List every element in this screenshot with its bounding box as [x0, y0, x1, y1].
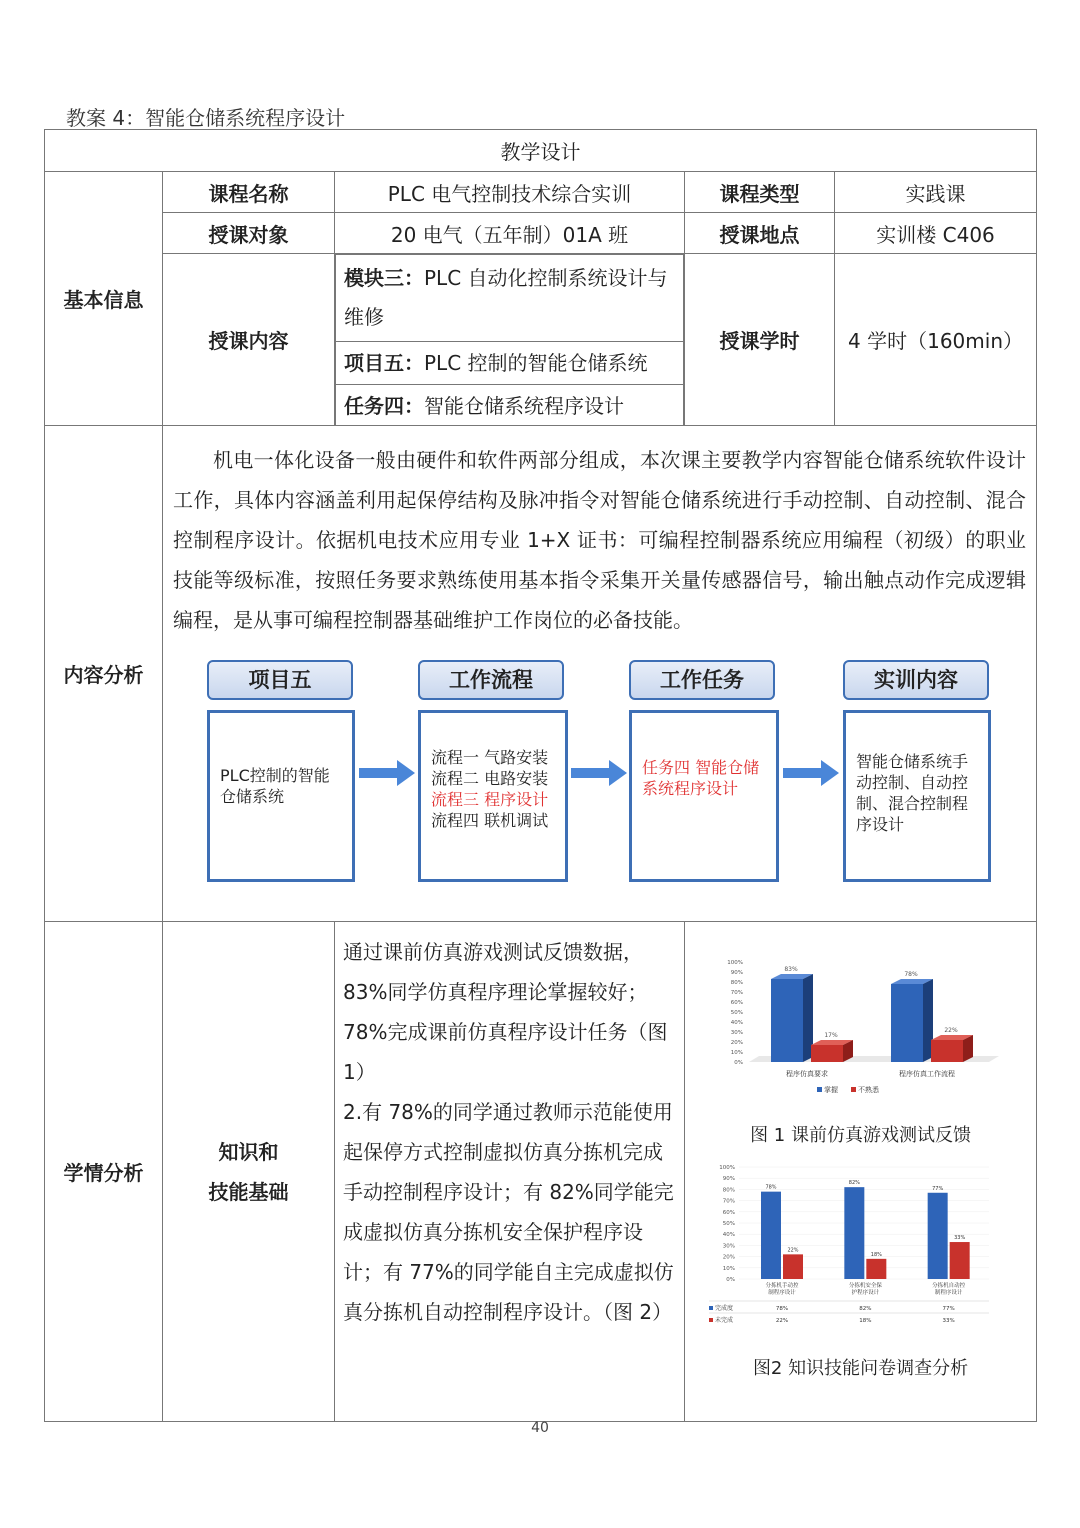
flow-header-training: 实训内容 [843, 660, 989, 700]
chart-2 [699, 1159, 999, 1329]
x-tick-label: 程序仿真工作流程 [899, 1070, 955, 1078]
project-text: PLC 控制的智能仓储系统 [424, 351, 648, 375]
place-label: 授课地点 [685, 213, 835, 254]
data-label: 78% [904, 971, 918, 978]
y-tick-label: 100% [719, 1165, 735, 1171]
table-value: 22% [775, 1318, 789, 1324]
data-label: 33% [954, 1235, 966, 1242]
bar [783, 1254, 803, 1279]
y-tick-label: 10% [730, 1050, 743, 1056]
data-label: 18% [870, 1251, 882, 1258]
place-value: 实训楼 C406 [835, 213, 1037, 254]
project-prefix: 项目五： [344, 351, 424, 375]
y-tick-label: 50% [722, 1221, 735, 1227]
flow-arrow-1-icon [359, 760, 415, 786]
table-title: 教学设计 [45, 130, 1037, 172]
figure-2 [699, 1159, 1022, 1380]
legend-swatch [709, 1318, 713, 1322]
y-tick-label: 80% [730, 980, 743, 986]
bar [844, 1187, 864, 1279]
x-tick-label: 分拣机手动控 [765, 1283, 799, 1289]
figure-2-caption: 图2 知识技能问卷调查分析 [752, 1358, 969, 1379]
legend-label: 掌握 [824, 1086, 838, 1094]
bar [931, 1040, 963, 1062]
course-type-value: 实践课 [835, 172, 1037, 213]
legend-swatch [709, 1306, 713, 1310]
table-value: 18% [859, 1318, 872, 1324]
flow-arrow-3-icon [783, 760, 839, 786]
x-tick-label: 程序仿真要求 [786, 1070, 828, 1078]
y-tick-label: 30% [722, 1243, 735, 1250]
y-tick-label: 40% [730, 1020, 743, 1026]
target-label: 授课对象 [163, 213, 335, 254]
y-tick-label: 60% [722, 1209, 735, 1216]
flow-header-project: 项目五 [207, 660, 353, 700]
course-name-label: 课程名称 [163, 172, 335, 213]
y-tick-label: 0% [726, 1277, 735, 1283]
y-tick-label: 90% [730, 970, 743, 976]
bar [950, 1242, 970, 1279]
data-label: 82% [848, 1180, 860, 1187]
chart-1 [699, 952, 999, 1112]
module-prefix: 模块三： [344, 266, 424, 290]
hours-value: 4 学时（160min） [835, 254, 1037, 426]
bar [928, 1193, 948, 1279]
y-tick-label: 100% [727, 960, 743, 966]
flow-header-process: 工作流程 [418, 660, 564, 700]
x-tick-label: 护程序设计 [851, 1290, 880, 1296]
content-analysis-text: 机电一体化设备一般由硬件和软件两部分组成，本次课主要教学内容智能仓储系统软件设计工作，具体内容涵盖利用起保停结构及脉冲指令对智能仓储系统进行手动控制、自动控制、混合控制程序设计。依据机电技术应用专业 1+X 证书：可编程控制器系统应用编程（初级）的职业技能等级标准，按照任务要求熟练使用基本指令采集开关量传感器信号，输出触点动作完成逻辑编程，是从事可编程控制器基础维护工作岗位的必备技能。 [173, 448, 1027, 632]
x-tick-label: 制程序设计 [934, 1290, 963, 1296]
knowledge-skill-label [163, 922, 335, 1422]
task-text: 智能仓储系统程序设计 [424, 394, 624, 418]
y-tick-label: 40% [722, 1232, 735, 1239]
y-tick-label: 50% [730, 1010, 743, 1016]
learning-analysis-text: 通过课前仿真游戏测试反馈数据，83%同学仿真程序理论掌握较好；78%完成课前仿真程序设计任务（图 1） 2.有 78%的同学通过教师示范能使用起保停方式控制虚拟仿真分拣机完成手动控制程序设计；有 82%同学能完成虚拟仿真分拣机安全保护程序设计；有 77%的同学能自主完成虚拟仿真分拣机自动控制程序设计。（图 2） [335, 922, 685, 1422]
content-label: 授课内容 [163, 254, 335, 426]
table-value: 82% [859, 1306, 872, 1312]
course-name-value: PLC 电气控制技术综合实训 [335, 172, 685, 213]
x-tick-label: 分拣机自动控 [932, 1283, 966, 1289]
legend-label: 完成度 [715, 1305, 734, 1312]
x-tick-label: 制程序设计 [768, 1290, 796, 1296]
flow-box-training: 智能仓储系统手动控制、自动控制、混合控制程序设计 [843, 710, 991, 882]
bar [761, 1192, 781, 1279]
page-number: 40 [531, 1420, 549, 1436]
knowledge-label-line1: 知识和 [218, 1139, 279, 1164]
course-type-label: 课程类型 [685, 172, 835, 213]
y-tick-label: 0% [734, 1060, 743, 1066]
table-value: 78% [775, 1306, 789, 1312]
y-tick-label: 30% [730, 1030, 743, 1036]
process-step-4: 流程四 联机调试 [431, 811, 549, 830]
y-tick-label: 10% [722, 1265, 735, 1272]
y-tick-label: 20% [722, 1254, 735, 1261]
data-label: 78% [765, 1184, 777, 1191]
data-label: 17% [824, 1032, 838, 1039]
basic-info-label: 基本信息 [45, 172, 163, 426]
y-tick-label: 70% [722, 1198, 735, 1205]
process-step-2: 流程二 电路安装 [431, 769, 549, 788]
module-text: PLC 自动化控制系统设计与维修 [344, 266, 668, 329]
content-value [335, 254, 685, 426]
x-tick-label: 分拣机安全保 [848, 1283, 882, 1289]
y-tick-label: 80% [722, 1187, 735, 1194]
content-analysis-label: 内容分析 [45, 426, 163, 922]
y-tick-label: 90% [722, 1176, 735, 1183]
figure-1-caption: 图 1 课前仿真游戏测试反馈 [750, 1125, 971, 1146]
bar [771, 979, 803, 1062]
flow-header-task: 工作任务 [629, 660, 775, 700]
legend-swatch [851, 1087, 856, 1092]
flow-arrow-2-icon [571, 760, 627, 786]
bar [866, 1259, 886, 1279]
content-analysis-cell [163, 426, 1037, 922]
data-label: 77% [932, 1185, 944, 1192]
bar [891, 984, 923, 1062]
legend-swatch [817, 1087, 822, 1092]
y-tick-label: 20% [730, 1040, 743, 1046]
table-value: 33% [942, 1318, 955, 1324]
workflow-diagram [163, 650, 1036, 910]
table-value: 77% [942, 1306, 955, 1312]
legend-label: 未完成 [715, 1317, 734, 1324]
process-step-1: 流程一 气路安装 [431, 748, 549, 767]
data-label: 22% [944, 1027, 958, 1034]
task-prefix: 任务四： [344, 394, 424, 418]
flow-box-task: 任务四 智能仓储系统程序设计 [629, 710, 779, 882]
charts-cell [685, 922, 1037, 1422]
legend-label: 不熟悉 [858, 1086, 879, 1094]
hours-label: 授课学时 [685, 254, 835, 426]
document-header: 教案 4：智能仓储系统程序设计 [66, 106, 346, 130]
knowledge-label-line2: 技能基础 [208, 1179, 289, 1204]
data-label: 22% [787, 1247, 799, 1254]
bar [811, 1045, 843, 1062]
flow-box-process [418, 710, 568, 882]
learning-analysis-label: 学情分析 [45, 922, 163, 1422]
y-tick-label: 60% [730, 1000, 743, 1006]
target-value: 20 电气（五年制）01A 班 [335, 213, 685, 254]
figure-1 [699, 952, 1022, 1147]
data-label: 83% [784, 966, 798, 973]
lesson-plan-table [44, 129, 1037, 1422]
process-step-3: 流程三 程序设计 [431, 790, 549, 809]
y-tick-label: 70% [730, 990, 743, 996]
flow-box-project: PLC控制的智能仓储系统 [207, 710, 355, 882]
